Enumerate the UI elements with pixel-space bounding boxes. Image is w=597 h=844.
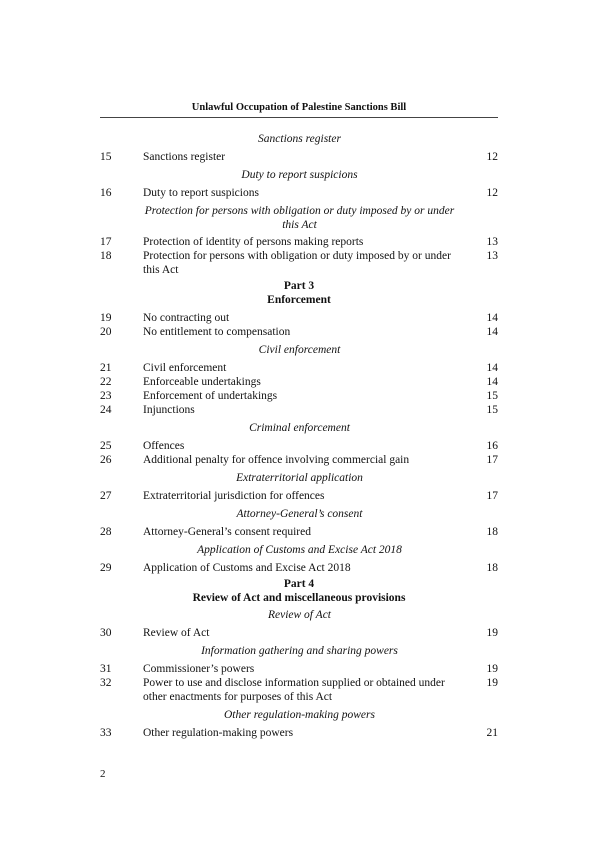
toc-entry[interactable]: [100, 389, 498, 403]
section-number: 27: [100, 490, 112, 502]
section-number: 21: [100, 362, 112, 374]
toc-entry[interactable]: [100, 403, 498, 417]
section-number: 22: [100, 376, 112, 388]
page-ref: 17: [486, 490, 498, 502]
section-title: No entitlement to compensation: [143, 326, 291, 338]
toc-entry[interactable]: [100, 186, 498, 200]
page-ref: 12: [486, 151, 498, 163]
page-ref: 16: [486, 440, 498, 452]
part-title: Enforcement: [267, 294, 331, 306]
section-number: 31: [100, 663, 112, 675]
page-ref: 18: [486, 562, 498, 574]
section-title: Duty to report suspicions: [143, 187, 259, 199]
toc-entry[interactable]: [100, 249, 498, 277]
page-number: 2: [100, 768, 106, 780]
toc-entry[interactable]: [100, 439, 498, 453]
toc-entry[interactable]: [100, 325, 498, 339]
toc-subheading: Duty to report suspicions: [241, 169, 358, 181]
page-ref: 14: [486, 376, 498, 388]
toc-subheading: Protection for persons with obligation or duty imposed by or under this Act: [144, 205, 455, 231]
section-title: Extraterritorial jurisdiction for offences: [143, 490, 325, 502]
page-ref: 14: [486, 326, 498, 338]
section-title: Review of Act: [143, 627, 210, 639]
section-number: 18: [100, 250, 112, 262]
section-title: Protection of identity of persons making reports: [143, 236, 364, 248]
section-number: 23: [100, 390, 112, 402]
toc-entry[interactable]: [100, 489, 498, 503]
toc-subheading: Sanctions register: [258, 133, 341, 145]
section-title: Application of Customs and Excise Act 2018: [143, 562, 351, 574]
part-label: Part 3: [283, 280, 315, 292]
part-label: Part 4: [283, 578, 315, 590]
page-ref: 13: [486, 250, 498, 262]
toc-subheading: Criminal enforcement: [249, 422, 350, 434]
section-number: 28: [100, 526, 112, 538]
section-number: 29: [100, 562, 112, 574]
section-number: 20: [100, 326, 112, 338]
page-ref: 14: [486, 312, 498, 324]
toc-entry[interactable]: [100, 311, 498, 325]
page-ref: 12: [486, 187, 498, 199]
toc-entry[interactable]: [100, 561, 498, 575]
section-title: Enforcement of undertakings: [143, 390, 278, 402]
toc-subheading: Application of Customs and Excise Act 2018: [197, 544, 402, 556]
table-of-contents: [100, 132, 498, 740]
toc-subheading: Extraterritorial application: [236, 472, 363, 484]
toc-entry[interactable]: [100, 150, 498, 164]
section-title: Attorney-General’s consent required: [143, 526, 311, 538]
part-title: Review of Act and miscellaneous provisions: [192, 592, 406, 604]
section-title: Civil enforcement: [143, 362, 227, 374]
section-title: Power to use and disclose information supplied or obtained under other enactments for purposes of this Act: [143, 677, 445, 703]
section-number: 25: [100, 440, 112, 452]
page-ref: 15: [486, 404, 498, 416]
section-title: Offences: [143, 440, 185, 452]
toc-entry[interactable]: [100, 726, 498, 740]
toc-entry[interactable]: [100, 525, 498, 539]
page-ref: 17: [486, 454, 498, 466]
page-ref: 21: [486, 727, 498, 739]
toc-entry[interactable]: [100, 361, 498, 375]
page-ref: 19: [486, 677, 498, 689]
section-title: Injunctions: [143, 404, 195, 416]
header-rule: [100, 117, 498, 118]
toc-entry[interactable]: [100, 235, 498, 249]
running-header: Unlawful Occupation of Palestine Sanctions Bill: [191, 102, 407, 113]
page-ref: 14: [486, 362, 498, 374]
toc-subheading: Information gathering and sharing powers: [201, 645, 398, 657]
section-number: 33: [100, 727, 112, 739]
section-number: 16: [100, 187, 112, 199]
section-title: Commissioner’s powers: [143, 663, 255, 675]
section-title: Other regulation-making powers: [143, 727, 294, 739]
page-ref: 19: [486, 627, 498, 639]
section-number: 24: [100, 404, 112, 416]
toc-subheading: Other regulation-making powers: [224, 709, 375, 721]
toc-entry[interactable]: [100, 626, 498, 640]
toc-subheading: Civil enforcement: [258, 344, 341, 356]
toc-subheading: Attorney-General’s consent: [236, 508, 363, 520]
toc-entry[interactable]: [100, 453, 498, 467]
section-title: Additional penalty for offence involving commercial gain: [143, 454, 410, 466]
section-title: Enforceable undertakings: [143, 376, 261, 388]
toc-entry[interactable]: [100, 662, 498, 676]
page-ref: 15: [486, 390, 498, 402]
section-title: No contracting out: [143, 312, 230, 324]
page-ref: 13: [486, 236, 498, 248]
section-number: 15: [100, 151, 112, 163]
page-ref: 18: [486, 526, 498, 538]
toc-subheading: Review of Act: [267, 609, 331, 621]
section-number: 32: [100, 677, 112, 689]
toc-entry[interactable]: [100, 676, 498, 704]
page-ref: 19: [486, 663, 498, 675]
section-number: 30: [100, 627, 112, 639]
section-number: 26: [100, 454, 112, 466]
section-title: Protection for persons with obligation or duty imposed by or under this Act: [143, 250, 451, 276]
section-number: 19: [100, 312, 112, 324]
toc-entry[interactable]: [100, 375, 498, 389]
section-title: Sanctions register: [143, 151, 226, 163]
section-number: 17: [100, 236, 112, 248]
